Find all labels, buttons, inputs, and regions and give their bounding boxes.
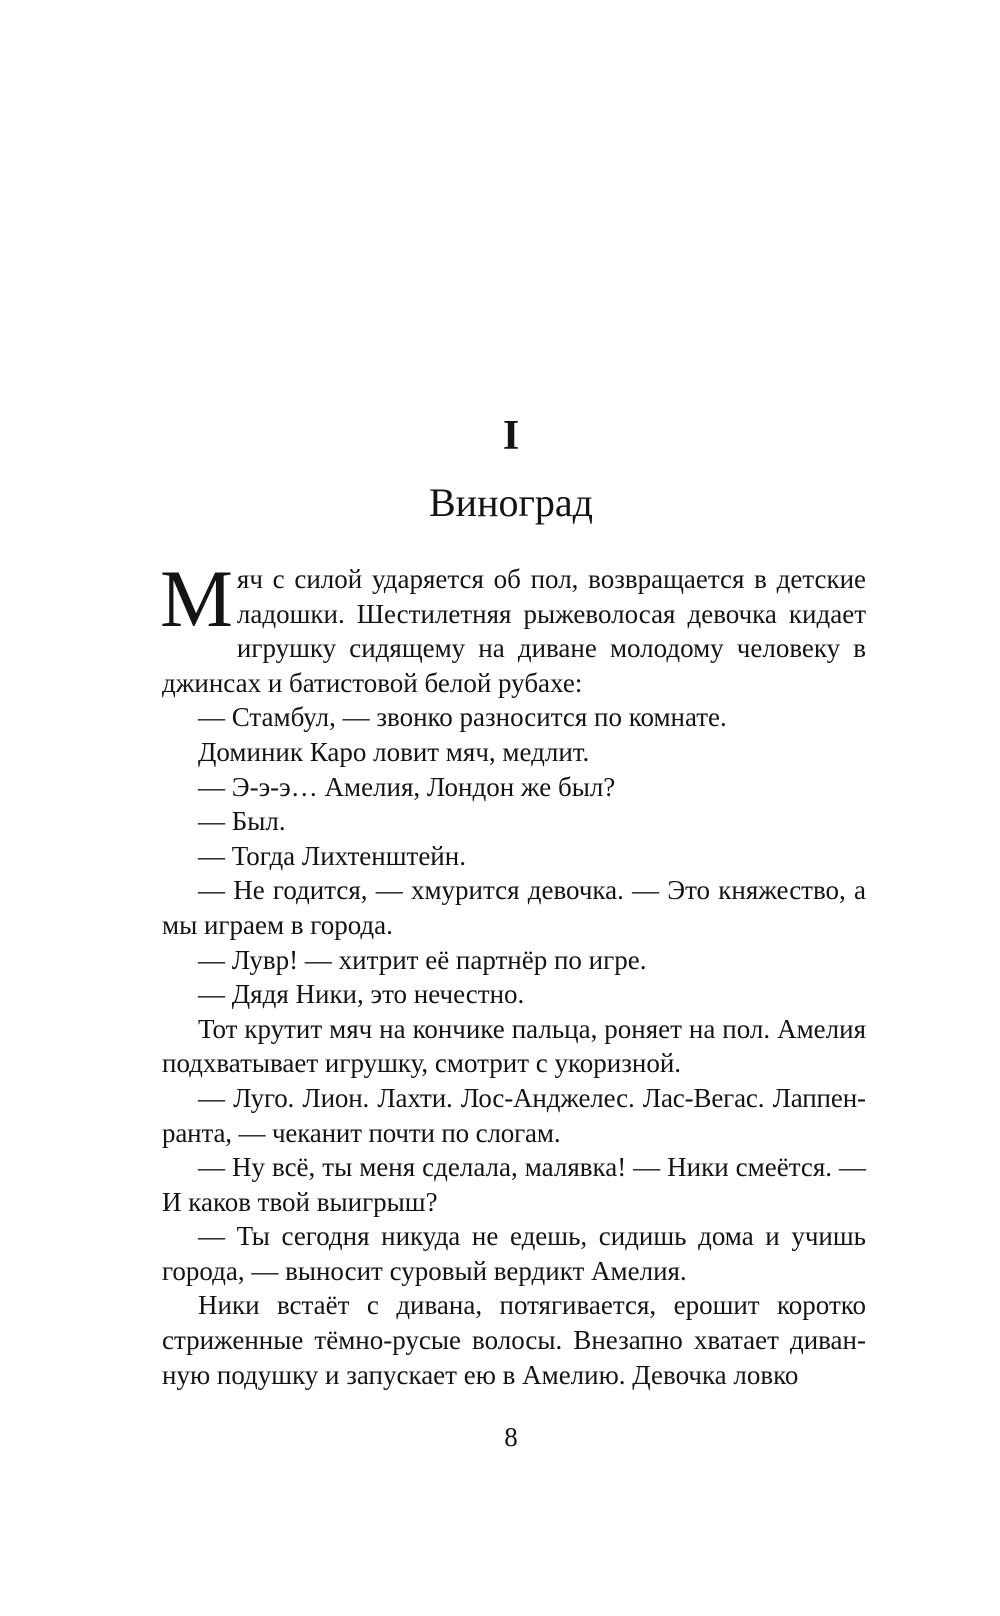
paragraph: — Не годится, — хмурится девочка. — Это княжество, а мы играем в города.	[162, 875, 866, 940]
paragraph: Тот крутит мяч на кончике пальца, роняет на пол. Амелия подхватывает игрушку, смотрит с укоризной.	[162, 1013, 866, 1079]
paragraph: — Дядя Ники, это нечестно.	[198, 979, 525, 1010]
page-number: 8	[504, 1422, 518, 1452]
paragraph: Доминик Каро ловит мяч, медлит.	[198, 736, 590, 767]
paragraph: — Ну всё, ты меня сделала, малявка! — Ники смеётся. — И каков твой выигрыш?	[162, 1152, 866, 1217]
drop-cap: М	[160, 553, 233, 644]
paragraph-opening	[160, 553, 866, 700]
paragraph-opening-text: яч с силой ударяется об пол, возвращается в детские ладошки. Шестилетняя рыжеволосая девочка кидает игрушку сидящему на диване молодому человеку в джинсах и батистовой белой рубахе:	[162, 564, 866, 698]
paragraph: Ники встаёт с дивана, потягивается, ерошит коротко стриженные тёмно-русые волосы. Внезапно хватает диванную подушку и запускает ею в Амелию. Девочка ловко	[162, 1290, 866, 1390]
paragraph: — Луго. Лион. Лахти. Лос-Анджелес. Лас-Вегас. Лаппенранта, — чеканит почти по слогам.	[162, 1082, 866, 1148]
chapter-title: Виноград	[428, 480, 593, 525]
chapter-number: I	[502, 413, 520, 459]
paragraph: — Э-э-э… Амелия, Лондон же был?	[198, 771, 616, 802]
paragraph: — Тогда Лихтенштейн.	[198, 840, 466, 871]
body-text	[160, 553, 866, 1392]
paragraph: — Был.	[198, 806, 286, 837]
paragraph: — Ты сегодня никуда не едешь, сидишь дома и учишь города, — выносит суровый вердикт Амелия.	[162, 1221, 866, 1286]
paragraph: — Лувр! — хитрит её партнёр по игре.	[198, 944, 647, 975]
paragraph: — Стамбул, — звонко разносится по комнате.	[198, 702, 727, 733]
